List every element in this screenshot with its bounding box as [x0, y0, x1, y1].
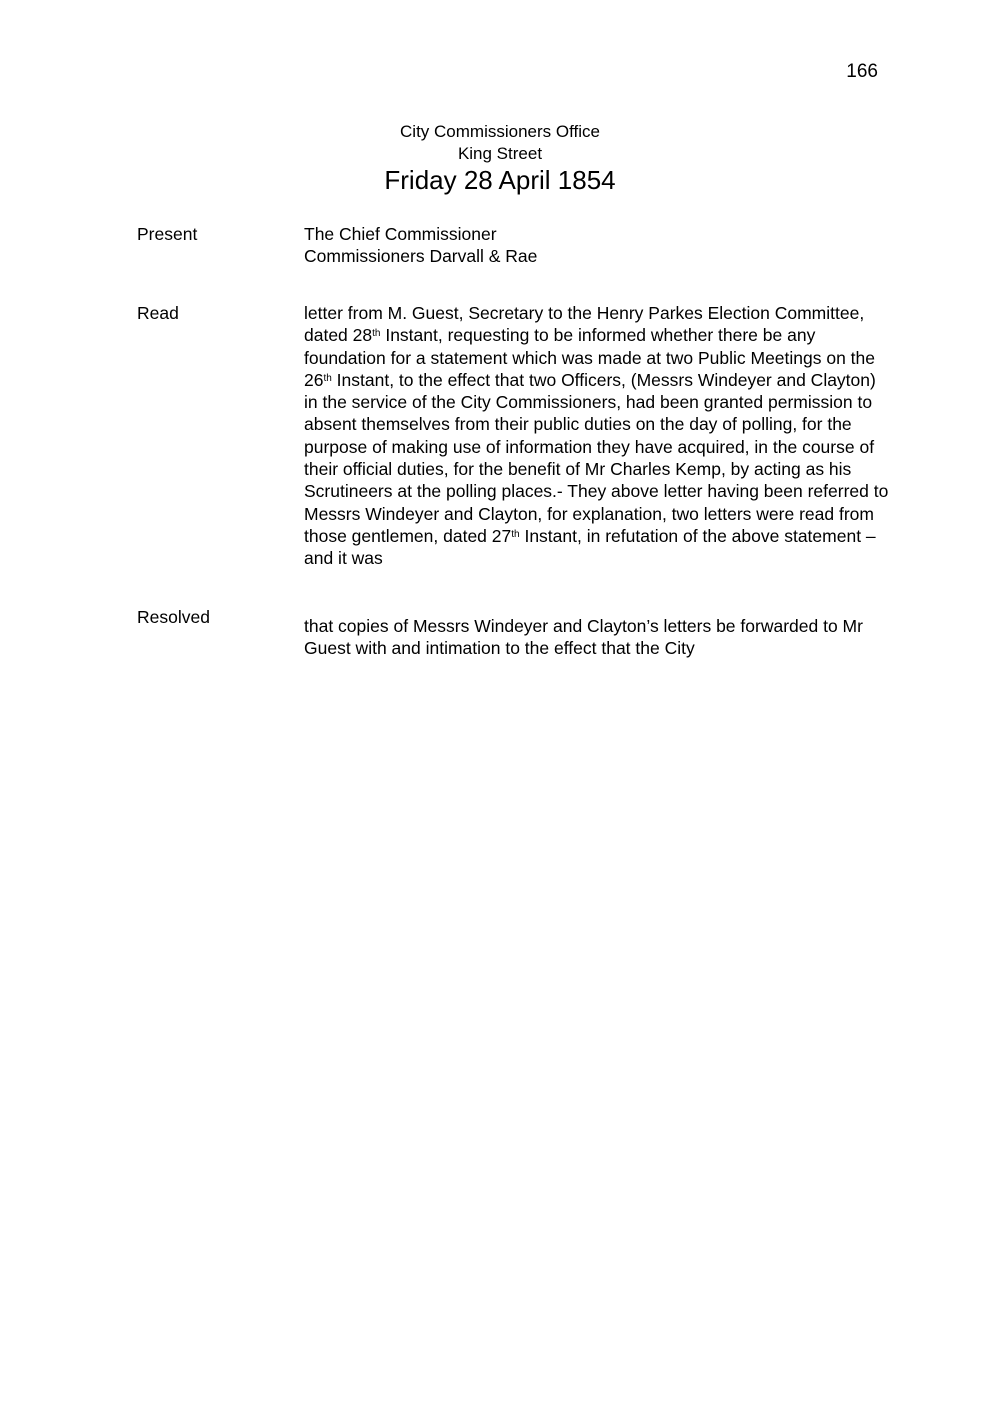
meeting-date: Friday 28 April 1854 [384, 165, 616, 195]
read-line-text: and it was [304, 548, 383, 569]
read-line [304, 480, 944, 502]
page-number: 166 [846, 61, 878, 82]
read-line-text: absent themselves from their public duties on the day of polling, for the [304, 414, 852, 435]
read-line [304, 302, 944, 324]
read-line-text: Instant, requesting to be informed whether there be any [380, 325, 816, 346]
resolved-text [304, 615, 944, 660]
read-text [304, 302, 944, 570]
resolved-line: Guest with and intimation to the effect that the City [304, 638, 695, 659]
read-line-text: letter from M. Guest, Secretary to the Henry Parkes Election Committee, [304, 303, 865, 323]
present-label: Present [137, 224, 198, 244]
read-line-text: Scrutineers at the polling places.- They above letter having been referred to [304, 481, 889, 502]
read-line-text: purpose of making use of information they have acquired, in the course of [304, 436, 875, 457]
read-line [304, 525, 944, 547]
present-text [304, 223, 944, 268]
street-heading: King Street [457, 144, 543, 163]
read-line-text: foundation for a statement which was made at two Public Meetings on the [304, 347, 876, 368]
read-line [304, 391, 944, 413]
ordinal-suffix: th [323, 372, 332, 384]
read-line [304, 413, 944, 435]
present-line: The Chief Commissioner [304, 224, 497, 244]
read-line [304, 458, 944, 480]
read-line [304, 347, 944, 369]
read-line [304, 503, 944, 525]
read-line-text: 26 [304, 369, 324, 390]
resolved-line: that copies of Messrs Windeyer and Clayton’s letters be forwarded to Mr [304, 616, 863, 636]
read-line [304, 369, 944, 391]
read-line [304, 324, 944, 346]
ordinal-suffix: th [372, 328, 381, 340]
read-line-text: Messrs Windeyer and Clayton, for explanation, two letters were read from [304, 503, 874, 524]
read-line-text: dated 28 [304, 325, 373, 346]
read-line-text: their official duties, for the benefit of Mr Charles Kemp, by acting as his [304, 459, 852, 480]
read-line [304, 436, 944, 458]
resolved-label: Resolved [137, 607, 210, 627]
read-line [304, 547, 944, 569]
read-line-text: in the service of the City Commissioners, had been granted permission to [304, 392, 873, 413]
read-line-text: those gentlemen, dated 27 [304, 525, 512, 546]
present-line: Commissioners Darvall & Rae [304, 246, 538, 267]
read-line-text: Instant, in refutation of the above statement – [519, 525, 876, 546]
read-line-text: Instant, to the effect that two Officers, (Messrs Windeyer and Clayton) [331, 369, 876, 390]
read-label: Read [137, 303, 179, 323]
office-heading: City Commissioners Office [400, 122, 600, 141]
ordinal-suffix: th [511, 528, 520, 540]
